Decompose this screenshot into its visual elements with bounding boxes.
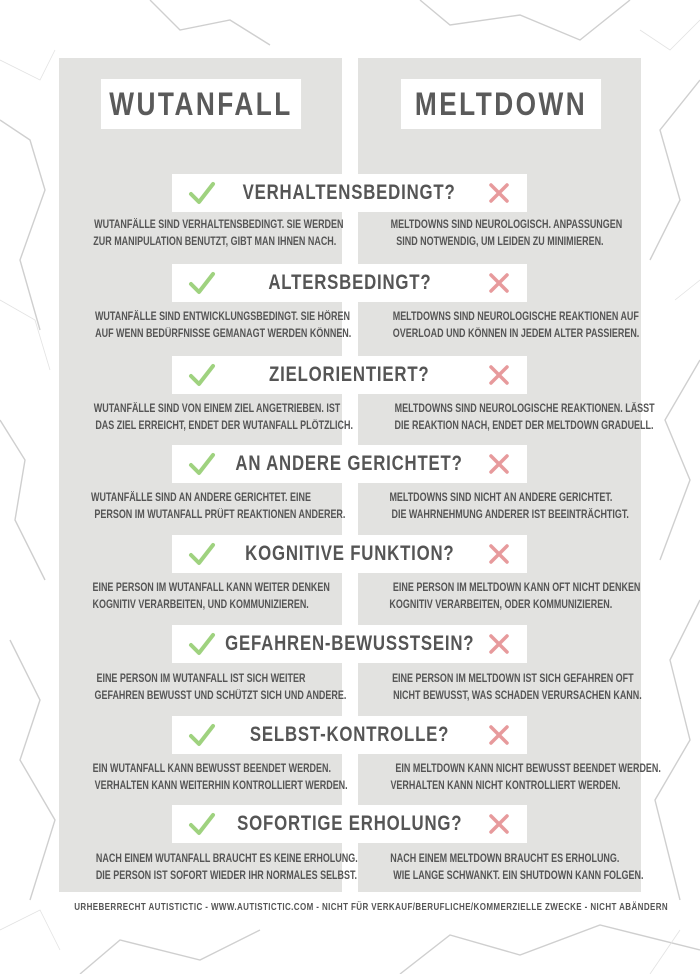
wutanfall-description: [59, 851, 358, 885]
question-bar: [172, 805, 527, 843]
description-line: DIE PERSON IST SOFORT WIEDER IHR NORMALES SELBST.: [95, 870, 357, 882]
description-line: VERHALTEN KANN WEITERHIN KONTROLLIERT WERDEN.: [94, 780, 348, 792]
cross-icon: [488, 272, 510, 294]
cross-icon: [488, 453, 510, 475]
description-line: KOGNITIV VERARBEITEN, ODER KOMMUNIZIEREN.: [389, 599, 613, 611]
meltdown-description: [358, 309, 641, 343]
wutanfall-header: WUTANFALL: [101, 79, 301, 129]
description-line: SIND NOTWENDIG, UM LEIDEN ZU MINIMIEREN.: [395, 236, 604, 248]
description-line: EINE PERSON IM WUTANFALL IST SICH WEITER: [96, 673, 305, 685]
description-line: MELTDOWNS SIND NEUROLOGISCHE REAKTIONEN AUF: [392, 311, 639, 323]
question-label: SOFORTIGE ERHOLUNG?: [236, 812, 463, 835]
description-line: EIN MELTDOWN KANN NICHT BEWUSST BEENDET WERDEN.: [395, 763, 661, 775]
description-line: DAS ZIEL ERREICHT, ENDET DER WUTANFALL PLÖTZLICH.: [95, 420, 353, 432]
question-label: ALTERSBEDINGT?: [267, 271, 432, 294]
cross-icon: [488, 813, 510, 835]
description-line: PERSON IM WUTANFALL PRÜFT REAKTIONEN ANDERER.: [94, 509, 346, 521]
description-line: EIN WUTANFALL KANN BEWUSST BEENDET WERDEN.: [92, 763, 331, 775]
cross-icon: [488, 364, 510, 386]
description-line: DIE WAHRNEHMUNG ANDERER IST BEEINTRÄCHTIGT.: [391, 509, 629, 521]
meltdown-description: [358, 217, 641, 251]
description-line: MELTDOWNS SIND NEUROLOGISCH. ANPASSUNGEN: [390, 219, 623, 231]
description-line: WUTANFÄLLE SIND VON EINEM ZIEL ANGETRIEBEN. IST: [93, 403, 341, 415]
question-label: AN ANDERE GERICHTET?: [235, 452, 464, 475]
wutanfall-description: [59, 309, 352, 343]
question-bar: [172, 716, 527, 754]
description-line: KOGNITIV VERARBEITEN, UND KOMMUNIZIEREN.: [92, 599, 309, 611]
wutanfall-description: [59, 490, 346, 524]
description-line: NICHT BEWUSST, WAS SCHADEN VERURSACHEN KANN.: [393, 690, 642, 702]
meltdown-description: [358, 851, 644, 885]
cross-icon: [488, 543, 510, 565]
description-line: MELTDOWNS SIND NICHT AN ANDERE GERICHTET.: [389, 492, 613, 504]
question-bar: [172, 356, 527, 394]
description-line: ZUR MANIPULATION BENUTZT, GIBT MAN IHNEN NACH.: [93, 236, 337, 248]
copyright-footer: URHEBERRECHT AUTISTICTIC - WWW.AUTISTICTIC.COM - NICHT FÜR VERKAUF/BERUFLICHE/KOMMERZIELLE ZWECKE - NICHT ABÄNDERN: [74, 902, 669, 913]
cross-icon: [488, 633, 510, 655]
question-bar: [172, 264, 527, 302]
description-line: WUTANFÄLLE SIND AN ANDERE GERICHTET. EINE: [90, 492, 311, 504]
meltdown-description: [358, 671, 641, 705]
wutanfall-description: [59, 761, 348, 795]
description-line: WUTANFÄLLE SIND ENTWICKLUNGSBEDINGT. SIE HÖREN: [94, 311, 350, 323]
description-line: VERHALTEN KANN NICHT KONTROLLIERT WERDEN.: [390, 780, 621, 792]
description-line: OVERLOAD UND KÖNNEN IN JEDEM ALTER PASSIEREN.: [392, 328, 640, 340]
question-bar: [172, 174, 527, 212]
wutanfall-description: [59, 580, 342, 614]
description-line: GEFAHREN BEWUSST UND SCHÜTZT SICH UND ANDERE.: [94, 690, 347, 702]
question-bar: [172, 535, 527, 573]
wutanfall-description: [59, 401, 353, 435]
meltdown-header: MELTDOWN: [401, 79, 601, 129]
question-label: SELBST-KONTROLLE?: [249, 723, 450, 746]
question-label: KOGNITIVE FUNKTION?: [244, 542, 455, 565]
wutanfall-description: [59, 217, 342, 251]
meltdown-description: [358, 580, 641, 614]
meltdown-description: [358, 490, 641, 524]
meltdown-description: [358, 401, 655, 435]
meltdown-description: [358, 761, 661, 795]
description-line: EINE PERSON IM MELTDOWN IST SICH GEFAHREN OFT: [392, 673, 634, 685]
description-line: EINE PERSON IM MELTDOWN KANN OFT NICHT DENKEN: [392, 582, 641, 594]
wutanfall-description: [59, 671, 347, 705]
question-label: ZIELORIENTIERT?: [269, 363, 430, 386]
description-line: AUF WENN BEDÜRFNISSE GEMANAGT WERDEN KÖNNEN.: [95, 328, 352, 340]
description-line: DIE REAKTION NACH, ENDET DER MELTDOWN GRADUELL.: [394, 420, 654, 432]
description-line: WUTANFÄLLE SIND VERHALTENSBEDINGT. SIE WERDEN: [94, 219, 344, 231]
description-line: EINE PERSON IM WUTANFALL KANN WEITER DENKEN: [92, 582, 330, 594]
cross-icon: [488, 724, 510, 746]
description-line: NACH EINEM WUTANFALL BRAUCHT ES KEINE ERHOLUNG.: [95, 853, 358, 865]
description-line: MELTDOWNS SIND NEUROLOGISCHE REAKTIONEN. LÄSST: [394, 403, 655, 415]
cross-icon: [488, 182, 510, 204]
question-bar: [172, 445, 527, 483]
description-line: NACH EINEM MELTDOWN BRAUCHT ES ERHOLUNG.: [390, 853, 620, 865]
question-label: GEFAHREN-BEWUSSTSEIN?: [224, 632, 475, 655]
description-line: WIE LANGE SCHWANKT. EIN SHUTDOWN KANN FOLGEN.: [393, 870, 644, 882]
question-label: VERHALTENSBEDINGT?: [243, 181, 456, 204]
question-bar: [172, 625, 527, 663]
